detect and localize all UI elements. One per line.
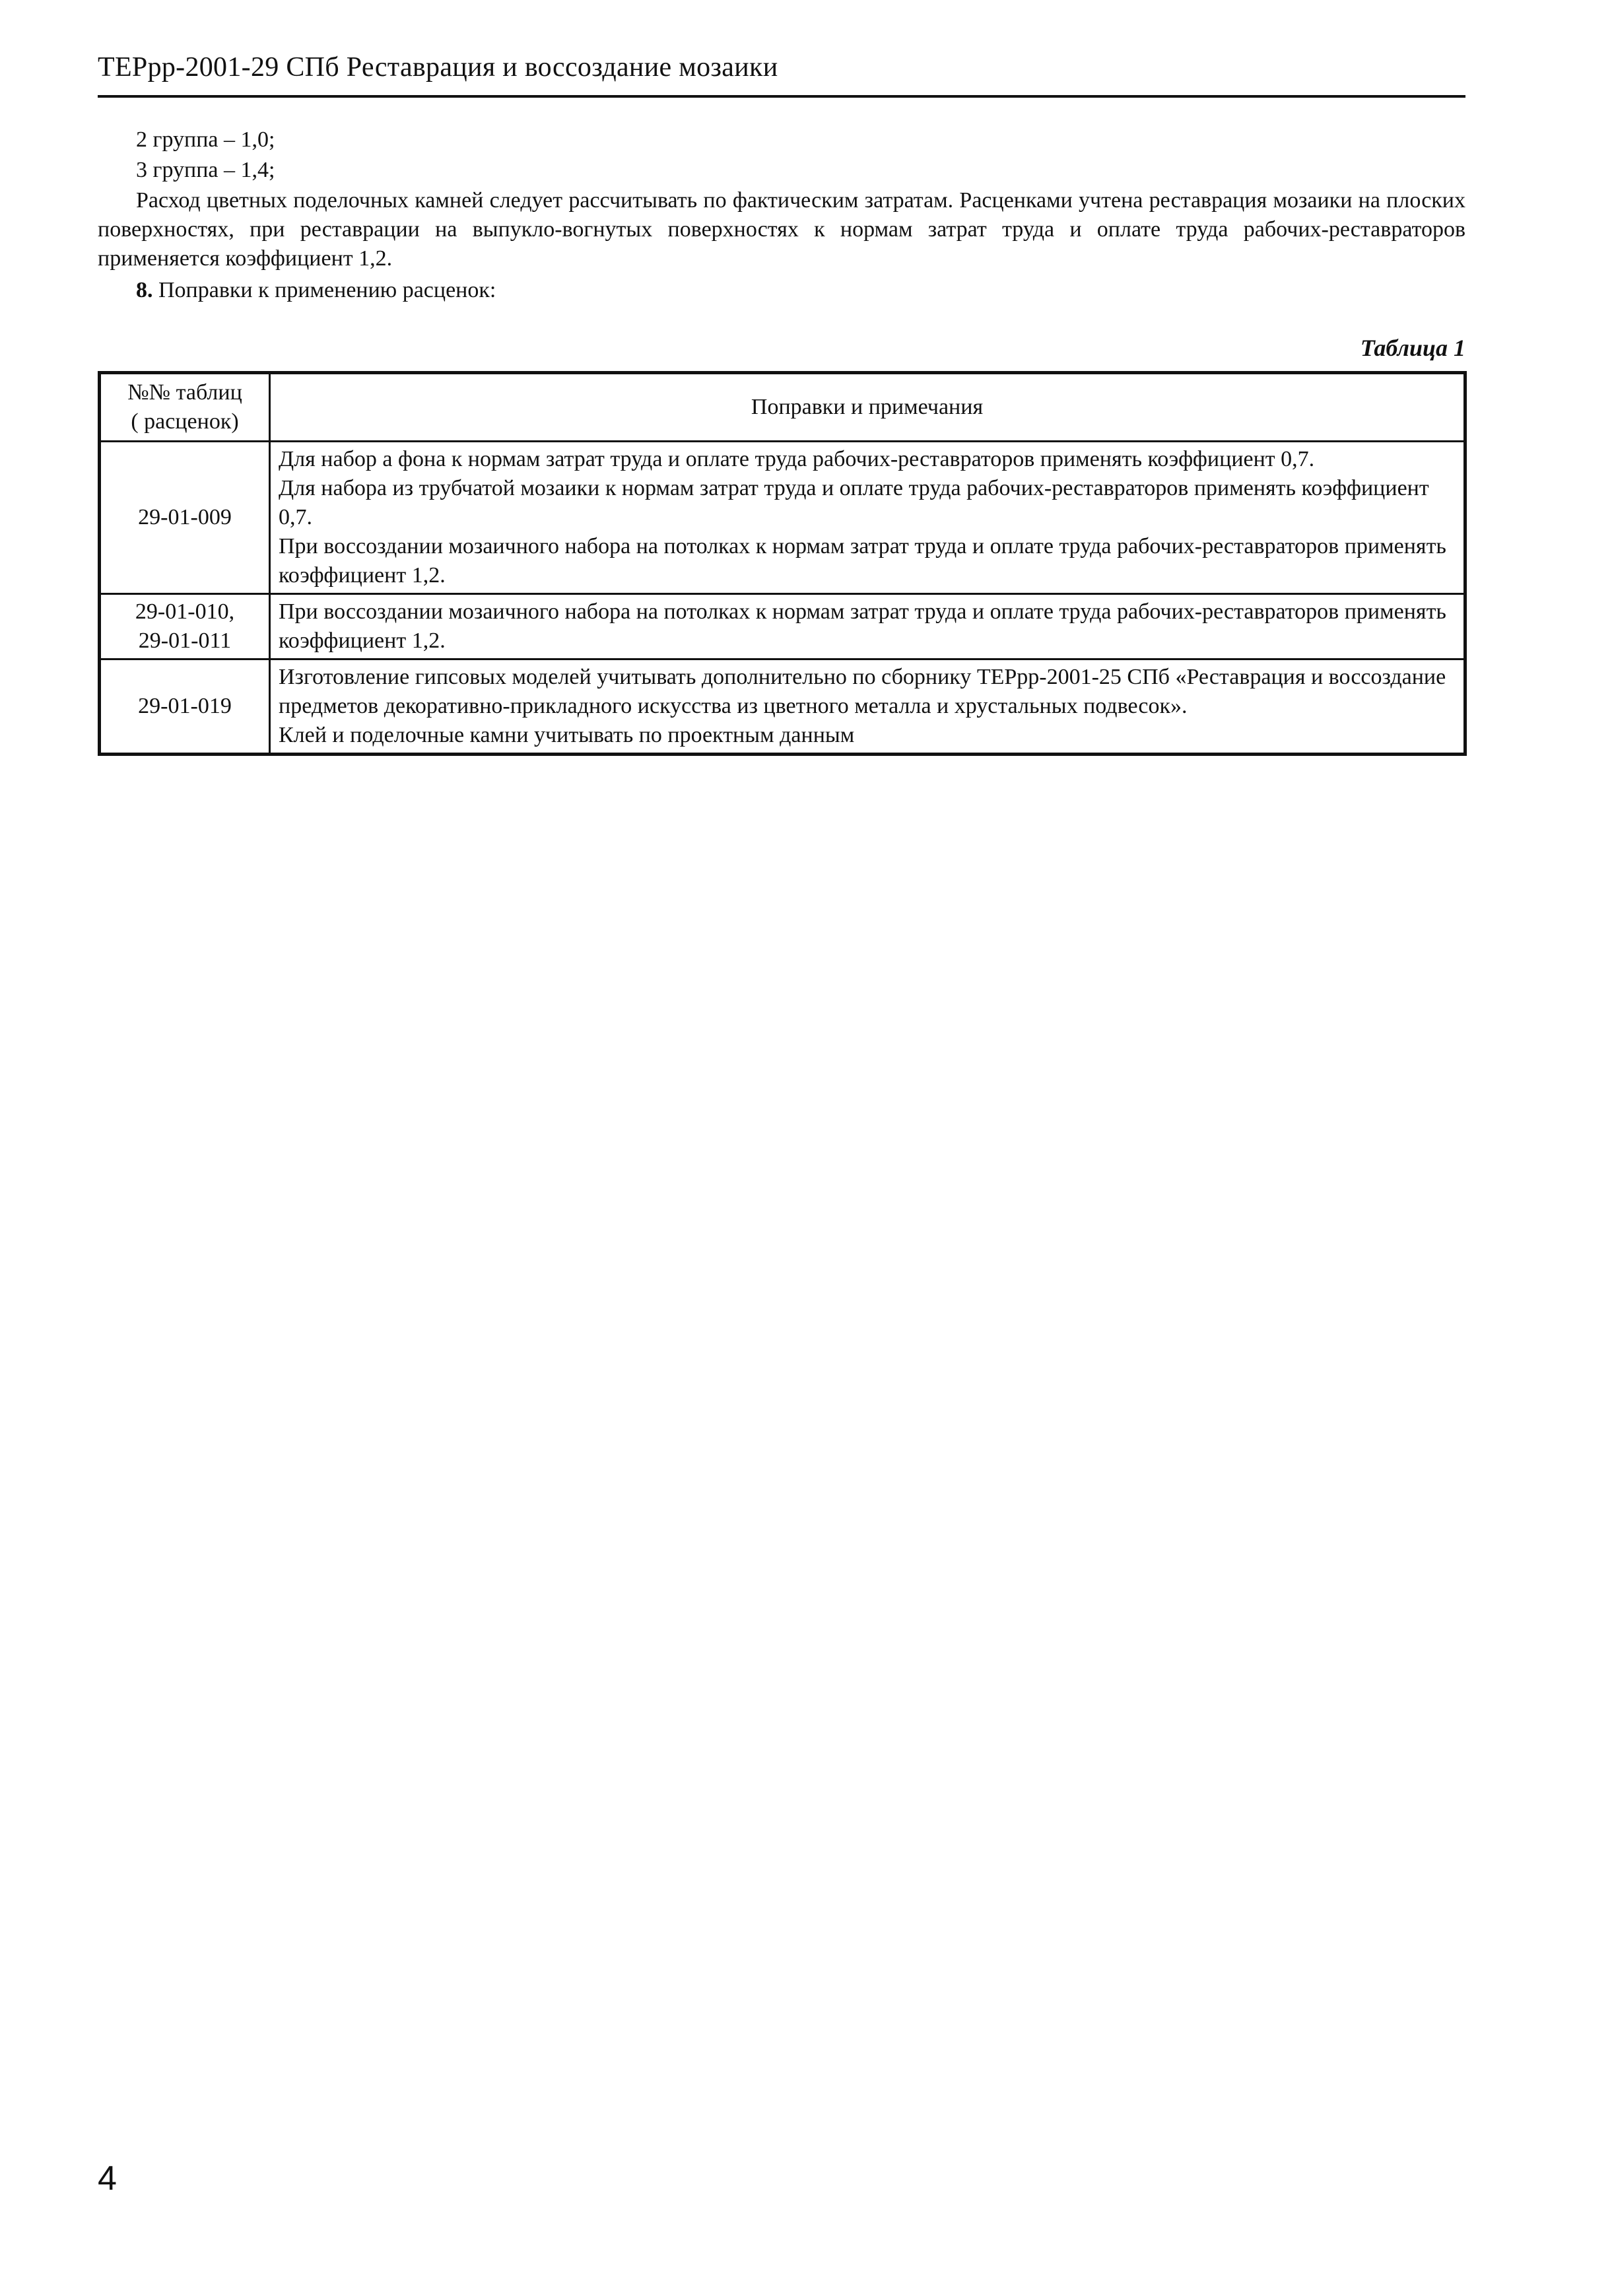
row-note: При воссоздании мозаичного набора на потолках к нормам затрат труда и оплате труда рабочих-реставраторов применять коэффициент 1,2. bbox=[279, 534, 1446, 588]
header-code-line2: ( расценок) bbox=[131, 409, 239, 434]
row-note: Изготовление гипсовых моделей учитывать дополнительно по сборнику ТЕРрр-2001-25 СПб «Реставрация и воссоздание предметов декоративно-прикладного искусства из цветного металла и хрустальных подвесок». bbox=[279, 665, 1446, 718]
table-row bbox=[100, 442, 1465, 594]
row-notes-cell bbox=[270, 594, 1465, 659]
group-2-line: 2 группа – 1,0; bbox=[136, 127, 275, 152]
row-note: Для набор а фона к нормам затрат труда и оплате труда рабочих-реставраторов применять коэффициент 0,7. bbox=[279, 447, 1315, 471]
table-caption: Таблица 1 bbox=[1360, 335, 1465, 361]
row-code-cell bbox=[100, 442, 270, 594]
row-note: Клей и поделочные камни учитывать по проектным данным bbox=[279, 723, 855, 747]
header-code-column bbox=[100, 373, 270, 442]
group-3-line: 3 группа – 1,4; bbox=[136, 158, 275, 182]
row-notes-cell bbox=[270, 659, 1465, 755]
section-text: Поправки к применению расценок: bbox=[152, 278, 496, 302]
header-notes-column: Поправки и примечания bbox=[270, 373, 1465, 442]
document-title: ТЕРрр-2001-29 СПб Реставрация и воссоздание мозаики bbox=[98, 52, 778, 83]
table-row bbox=[100, 594, 1465, 659]
header-code-line1: №№ таблиц bbox=[127, 380, 242, 405]
row-code: 29-01-009 bbox=[138, 505, 232, 529]
section-number: 8. bbox=[136, 278, 153, 302]
row-code: 29-01-010, bbox=[135, 599, 235, 624]
row-code: 29-01-019 bbox=[138, 694, 232, 718]
corrections-table bbox=[98, 371, 1467, 756]
header-divider bbox=[98, 95, 1465, 98]
row-note: Для набора из трубчатой мозаики к нормам затрат труда и оплате труда рабочих-реставраторов применять коэффициент 0,7. bbox=[279, 476, 1429, 529]
page-number: 4 bbox=[98, 2159, 117, 2198]
intro-paragraph: Расход цветных поделочных камней следует рассчитывать по фактическим затратам. Расценками учтена реставрация мозаики на плоских поверхностях, при реставрации на выпукло-вогнутых поверхностях к нормам затрат труда и оплате труда рабочих-реставраторов применяется коэффициент 1,2. bbox=[98, 188, 1465, 271]
row-code-cell bbox=[100, 594, 270, 659]
row-note: При воссоздании мозаичного набора на потолках к нормам затрат труда и оплате труда рабочих-реставраторов применять коэффициент 1,2. bbox=[279, 599, 1446, 653]
row-code: 29-01-011 bbox=[138, 628, 232, 653]
table-row bbox=[100, 659, 1465, 755]
table-header-row bbox=[100, 373, 1465, 442]
row-notes-cell bbox=[270, 442, 1465, 594]
row-code-cell bbox=[100, 659, 270, 755]
section-heading bbox=[98, 276, 1465, 305]
